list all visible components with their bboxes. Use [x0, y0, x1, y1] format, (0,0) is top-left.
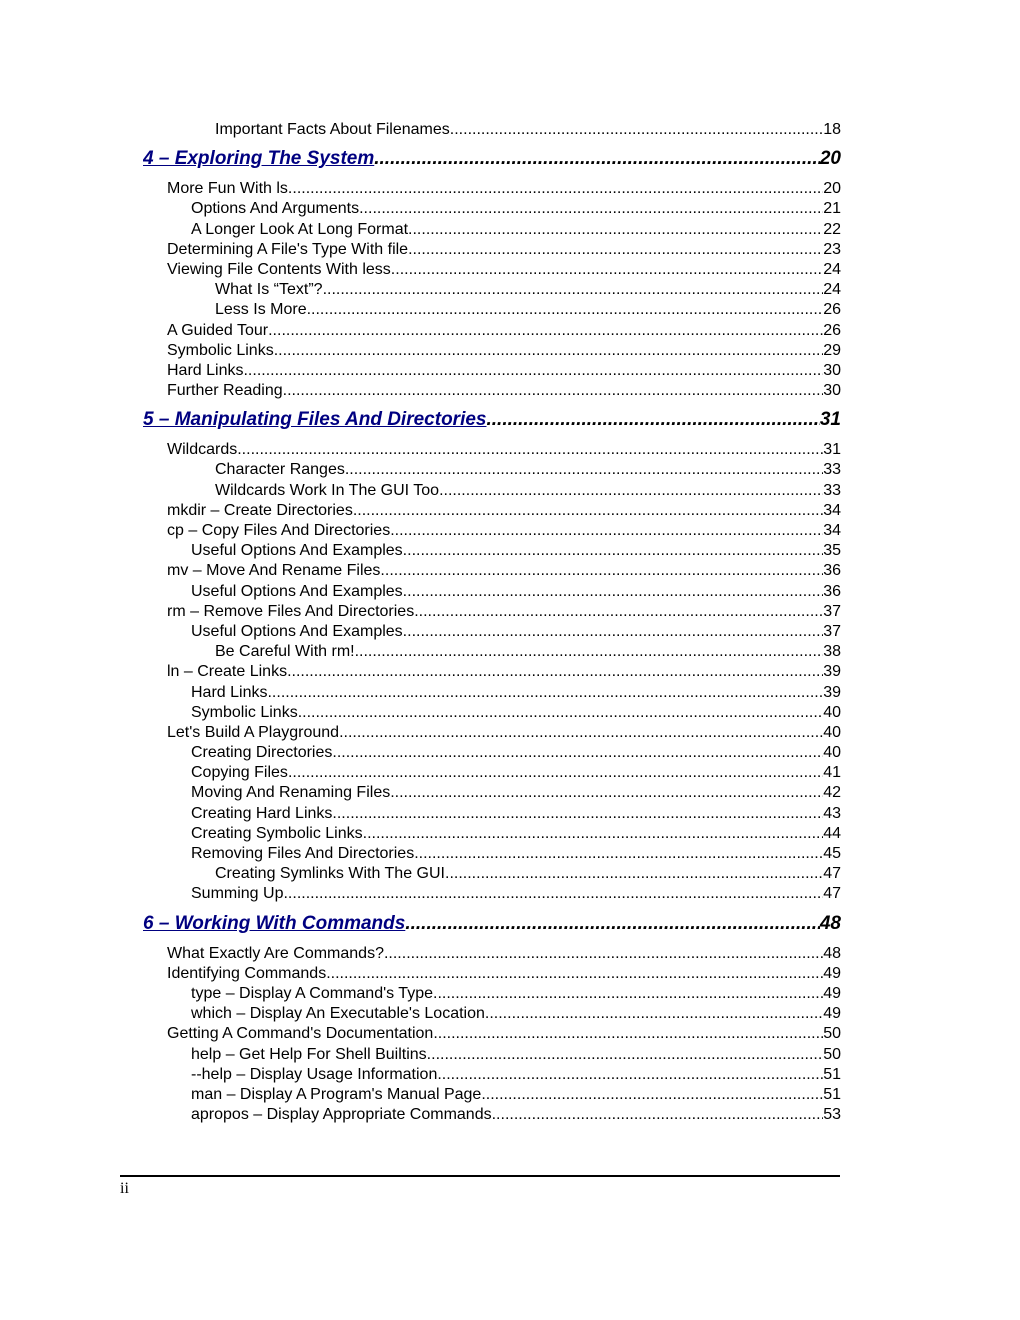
toc-page-number: 30 [823, 361, 841, 379]
toc-entry[interactable] [143, 501, 841, 521]
dot-leader [405, 911, 820, 937]
toc-entry-title[interactable]: Options And Arguments [191, 200, 360, 218]
toc-entry[interactable] [143, 864, 841, 884]
toc-page-number: 33 [823, 461, 841, 479]
dot-leader [268, 321, 823, 341]
dot-leader [485, 1004, 823, 1024]
toc-page-number: 49 [823, 1005, 841, 1023]
dot-leader [391, 260, 823, 280]
toc-entry-title[interactable]: Determining A File's Type With file [167, 240, 409, 258]
dot-leader [326, 964, 823, 984]
dot-leader [439, 481, 823, 501]
toc-entry-title[interactable]: Wildcards Work In The GUI Too [215, 481, 440, 499]
toc-page-number: 30 [823, 382, 841, 400]
toc-page-number: 48 [819, 912, 841, 934]
toc-entry-title[interactable]: apropos – Display Appropriate Commands [191, 1106, 492, 1124]
toc-page-number: 47 [823, 885, 841, 903]
dot-leader [414, 844, 823, 864]
toc-entry-title[interactable]: Let's Build A Playground [167, 723, 340, 741]
toc-page-number: 26 [823, 321, 841, 339]
toc-entry-title[interactable]: Summing Up [191, 885, 284, 903]
dot-leader [450, 120, 823, 140]
dot-leader [408, 220, 823, 240]
toc-page-number: 33 [823, 481, 841, 499]
dot-leader [384, 944, 823, 964]
toc-entry-title[interactable]: --help – Display Usage Information [191, 1065, 438, 1083]
toc-entry[interactable] [143, 381, 841, 401]
toc-entry-title[interactable]: Important Facts About Filenames [215, 121, 450, 138]
dot-leader [287, 662, 823, 682]
toc-entry-title[interactable]: Creating Hard Links [191, 804, 333, 822]
dot-leader [283, 884, 823, 904]
toc-page-number: 40 [823, 703, 841, 721]
toc-entry[interactable] [143, 723, 841, 743]
toc-page-number: 50 [823, 1025, 841, 1043]
toc-page-number: 40 [823, 744, 841, 762]
toc-page-number: 26 [823, 301, 841, 319]
toc-entry[interactable] [143, 1024, 841, 1044]
dot-leader [403, 622, 824, 642]
toc-page-number: 49 [823, 964, 841, 982]
table-of-contents [143, 120, 841, 1125]
toc-page-number: 35 [823, 542, 841, 560]
toc-page-number: 53 [823, 1106, 841, 1124]
toc-page-number: 24 [823, 281, 841, 299]
toc-page-number: 20 [823, 180, 841, 198]
toc-entry-title[interactable]: Useful Options And Examples [191, 542, 403, 560]
toc-entry-title[interactable]: Moving And Renaming Files [191, 784, 391, 802]
dot-leader [363, 824, 824, 844]
dot-leader [283, 381, 824, 401]
dot-leader [353, 501, 823, 521]
toc-entry[interactable] [143, 361, 841, 381]
toc-entry[interactable] [143, 300, 841, 320]
dot-leader [433, 1024, 823, 1044]
dot-leader [437, 1065, 823, 1085]
toc-entry[interactable] [143, 541, 841, 561]
toc-entry[interactable] [143, 964, 841, 984]
toc-page-number: 20 [819, 148, 841, 170]
footer-divider [120, 1175, 840, 1177]
dot-leader [427, 1045, 824, 1065]
toc-entry[interactable] [143, 481, 841, 501]
toc-entry-title[interactable]: Symbolic Links [191, 703, 298, 721]
dot-leader [288, 763, 823, 783]
chapter-link[interactable]: 5 – Manipulating Files And Directories [143, 409, 487, 431]
toc-page-number: 49 [823, 984, 841, 1002]
toc-entry-title[interactable]: Useful Options And Examples [191, 622, 403, 640]
toc-entry-title [143, 911, 405, 937]
dot-leader [374, 146, 820, 172]
toc-entry-title[interactable]: Hard Links [191, 683, 268, 701]
dot-leader [323, 280, 824, 300]
toc-entry-title[interactable]: What Exactly Are Commands? [167, 944, 384, 962]
page-number: ii [120, 1180, 129, 1197]
toc-entry[interactable] [143, 804, 841, 824]
toc-entry-title[interactable]: mkdir – Create Directories [167, 501, 353, 519]
dot-leader [307, 300, 824, 320]
dot-leader [481, 1085, 823, 1105]
toc-page-number: 39 [823, 663, 841, 681]
toc-entry-title[interactable]: Hard Links [167, 361, 244, 379]
toc-entry[interactable] [143, 1065, 841, 1085]
dot-leader [288, 179, 823, 199]
chapter-link[interactable]: 4 – Exploring The System [143, 148, 375, 170]
dot-leader [243, 361, 823, 381]
toc-entry[interactable] [143, 280, 841, 300]
dot-leader [492, 1105, 824, 1125]
toc-entry[interactable] [143, 1085, 841, 1105]
toc-entry[interactable] [143, 220, 841, 240]
toc-entry[interactable] [143, 642, 841, 662]
toc-entry[interactable] [143, 1004, 841, 1024]
dot-leader [332, 743, 823, 763]
toc-entry-title[interactable]: Be Careful With rm! [215, 643, 355, 661]
toc-entry[interactable] [143, 460, 841, 480]
toc-page-number: 31 [819, 409, 841, 431]
toc-chapter-heading[interactable] [143, 407, 841, 433]
toc-entry-title[interactable]: which – Display An Executable's Location [191, 1005, 485, 1023]
toc-entry[interactable] [143, 662, 841, 682]
toc-entry[interactable] [143, 582, 841, 602]
toc-entry[interactable] [143, 622, 841, 642]
toc-entry-title[interactable]: Less Is More [215, 301, 307, 319]
toc-entry-title[interactable]: Character Ranges [215, 461, 345, 479]
toc-entry-title[interactable]: mv – Move And Rename Files [167, 562, 381, 580]
toc-entry[interactable] [143, 824, 841, 844]
toc-entry[interactable] [143, 199, 841, 219]
toc-entry[interactable] [143, 743, 841, 763]
toc-page-number: 31 [823, 441, 841, 459]
toc-entry[interactable] [143, 321, 841, 341]
toc-entry[interactable] [143, 944, 841, 964]
dot-leader [332, 804, 823, 824]
toc-page-number: 34 [823, 522, 841, 539]
toc-page-number: 21 [823, 200, 841, 218]
dot-leader [390, 783, 823, 803]
toc-entry-title[interactable]: Creating Directories [191, 744, 333, 762]
toc-entry-title[interactable]: type – Display A Command's Type [191, 984, 433, 1002]
toc-entry-title[interactable]: More Fun With ls [167, 180, 288, 198]
toc-entry[interactable] [143, 521, 841, 541]
toc-page-number: 34 [823, 501, 841, 519]
dot-leader [345, 460, 823, 480]
toc-entry-title[interactable]: Creating Symbolic Links [191, 824, 363, 842]
dot-leader [298, 703, 824, 723]
toc-entry-title[interactable]: help – Get Help For Shell Builtins [191, 1045, 427, 1063]
toc-page-number: 40 [823, 723, 841, 741]
toc-page-number: 18 [823, 121, 841, 138]
toc-entry-title[interactable]: Useful Options And Examples [191, 582, 403, 600]
toc-page-number: 36 [823, 582, 841, 600]
toc-entry[interactable] [143, 884, 841, 904]
toc-entry[interactable] [143, 179, 841, 199]
toc-entry[interactable] [143, 260, 841, 280]
toc-page-number: 36 [823, 562, 841, 580]
toc-entry-title[interactable]: man – Display A Program's Manual Page [191, 1085, 482, 1103]
toc-page-number: 41 [823, 764, 841, 782]
toc-entry[interactable] [143, 763, 841, 783]
toc-entry[interactable] [143, 783, 841, 803]
toc-entry[interactable] [143, 602, 841, 622]
toc-entry[interactable] [143, 683, 841, 703]
dot-leader [339, 723, 823, 743]
toc-entry[interactable] [143, 844, 841, 864]
toc-chapter-heading[interactable] [143, 911, 841, 937]
toc-page-number: 48 [823, 944, 841, 962]
toc-page-number: 39 [823, 683, 841, 701]
dot-leader [359, 199, 823, 219]
dot-leader [414, 602, 823, 622]
toc-page-number: 37 [823, 622, 841, 640]
toc-entry-title[interactable]: Wildcards [167, 441, 238, 459]
toc-entry-title [143, 146, 374, 172]
toc-page-number: 51 [823, 1085, 841, 1103]
dot-leader [390, 521, 823, 541]
toc-entry[interactable] [143, 703, 841, 723]
dot-leader [486, 407, 819, 433]
toc-entry[interactable] [143, 1045, 841, 1065]
dot-leader [237, 440, 823, 460]
toc-page-number: 50 [823, 1045, 841, 1063]
toc-page-number: 24 [823, 260, 841, 278]
toc-entry-title[interactable]: Further Reading [167, 382, 283, 400]
chapter-link[interactable]: 6 – Working With Commands [143, 912, 406, 934]
toc-entry[interactable] [143, 440, 841, 460]
toc-entry-title [143, 407, 486, 433]
toc-entry-title[interactable]: Symbolic Links [167, 341, 274, 359]
toc-page-number: 42 [823, 784, 841, 802]
toc-entry-title[interactable]: Copying Files [191, 764, 288, 782]
toc-entry[interactable] [143, 561, 841, 581]
toc-entry-title[interactable]: Removing Files And Directories [191, 845, 415, 862]
toc-page-number: 44 [823, 824, 841, 842]
toc-entry[interactable] [143, 984, 841, 1004]
toc-page-number: 51 [823, 1065, 841, 1083]
dot-leader [403, 541, 824, 561]
dot-leader [274, 341, 824, 361]
dot-leader [267, 683, 823, 703]
toc-entry-title[interactable]: rm – Remove Files And Directories [167, 602, 415, 620]
toc-entry-title[interactable]: cp – Copy Files And Directories [167, 522, 391, 539]
toc-entry-title[interactable]: What Is “Text”? [215, 281, 323, 299]
toc-entry-title[interactable]: A Guided Tour [167, 321, 269, 339]
toc-page-number: 23 [823, 240, 841, 258]
toc-chapter-heading[interactable] [143, 146, 841, 172]
dot-leader [355, 642, 824, 662]
dot-leader [403, 582, 824, 602]
toc-page-number: 43 [823, 804, 841, 822]
toc-page-number: 22 [823, 220, 841, 238]
dot-leader [380, 561, 823, 581]
toc-entry-title[interactable]: Creating Symlinks With The GUI [215, 865, 445, 883]
toc-entry[interactable] [143, 120, 841, 140]
toc-page-number: 38 [823, 643, 841, 661]
toc-entry-title[interactable]: Viewing File Contents With less [167, 260, 391, 278]
toc-entry[interactable] [143, 1105, 841, 1125]
dot-leader [408, 240, 823, 260]
toc-entry-title[interactable]: Getting A Command's Documentation [167, 1025, 434, 1043]
toc-entry-title[interactable]: A Longer Look At Long Format [191, 220, 409, 238]
dot-leader [445, 864, 823, 884]
toc-entry[interactable] [143, 341, 841, 361]
dot-leader [433, 984, 823, 1004]
toc-entry-title[interactable]: Identifying Commands [167, 964, 327, 982]
toc-page-number: 37 [823, 602, 841, 620]
toc-page-number: 29 [823, 341, 841, 359]
toc-entry-title[interactable]: ln – Create Links [167, 663, 288, 681]
toc-page-number: 45 [823, 845, 841, 862]
toc-page-number: 47 [823, 865, 841, 883]
toc-entry[interactable] [143, 240, 841, 260]
